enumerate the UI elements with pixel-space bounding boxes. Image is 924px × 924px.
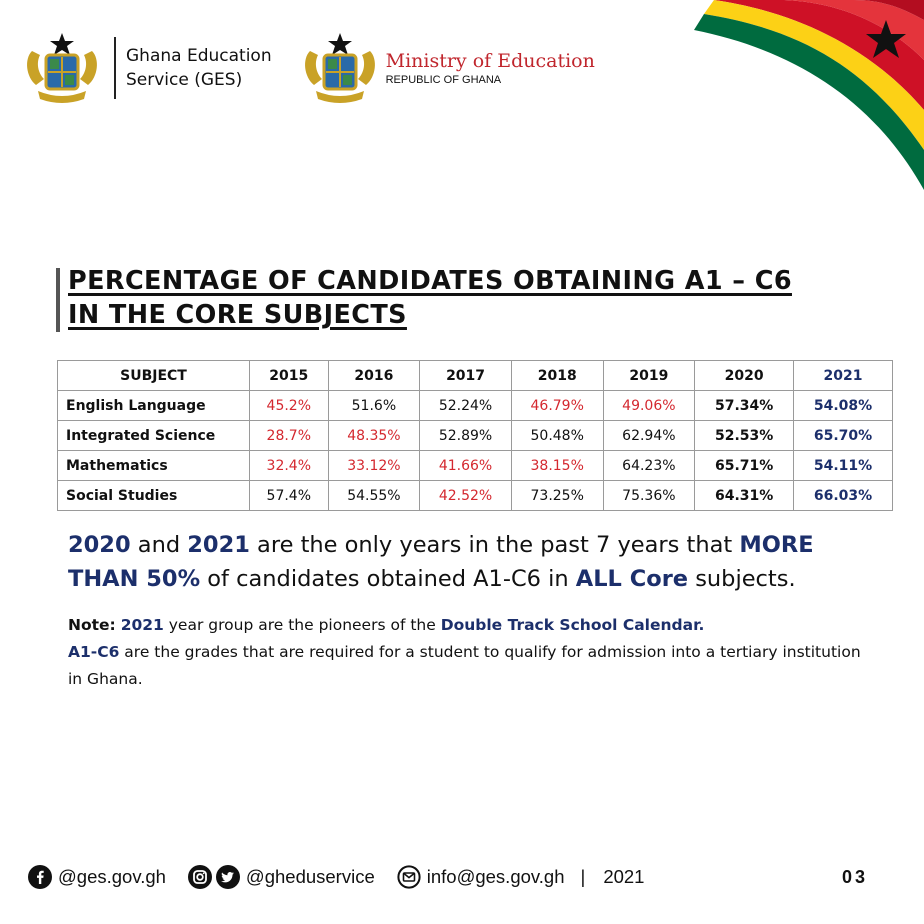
note-text: year group are the pioneers of the <box>163 616 441 634</box>
subject-cell: Integrated Science <box>58 421 250 451</box>
table-row <box>58 391 893 421</box>
twitter-icon <box>216 865 240 889</box>
facebook-handle: @ges.gov.gh <box>58 866 166 887</box>
value-cell: 75.36% <box>603 481 695 511</box>
value-cell: 41.66% <box>420 451 512 481</box>
column-header: SUBJECT <box>58 361 250 391</box>
note-year: 2021 <box>120 616 164 634</box>
value-cell: 64.31% <box>695 481 794 511</box>
page-title <box>56 264 796 332</box>
header-divider <box>114 37 116 99</box>
moe-logo-block <box>300 29 595 107</box>
value-cell: 62.94% <box>603 421 695 451</box>
value-cell: 52.53% <box>695 421 794 451</box>
column-header: 2016 <box>328 361 420 391</box>
value-cell: 32.4% <box>250 451 329 481</box>
value-cell: 66.03% <box>794 481 893 511</box>
title-accent-bar <box>56 268 60 332</box>
statement-text: of candidates obtained A1-C6 in <box>200 566 576 592</box>
value-cell: 42.52% <box>420 481 512 511</box>
statement-year-2021: 2021 <box>187 532 250 558</box>
moe-title: Ministry of Education <box>385 50 595 72</box>
email-address: info@ges.gov.gh <box>426 866 565 887</box>
facebook-link[interactable] <box>28 865 166 889</box>
footer-year: 2021 <box>603 866 645 887</box>
table-row <box>58 451 893 481</box>
note <box>68 612 868 693</box>
moe-subtitle: REPUBLIC OF GHANA <box>385 74 502 86</box>
subject-cell: Social Studies <box>58 481 250 511</box>
statement-text: and <box>130 532 188 558</box>
ghana-coat-of-arms-icon <box>300 29 380 107</box>
value-cell: 50.48% <box>511 421 603 451</box>
column-header: 2017 <box>420 361 512 391</box>
statement-highlight: MORE THAN 50% <box>68 532 814 592</box>
ges-logo-block <box>22 29 272 107</box>
email-icon <box>397 865 421 889</box>
statement-year-2020: 2020 <box>68 532 131 558</box>
page-number: 03 <box>841 867 868 887</box>
value-cell: 51.6% <box>328 391 420 421</box>
table-row <box>58 481 893 511</box>
header <box>22 28 595 108</box>
value-cell: 45.2% <box>250 391 329 421</box>
value-cell: 48.35% <box>328 421 420 451</box>
footer-separator: | <box>580 866 586 887</box>
column-header: 2018 <box>511 361 603 391</box>
value-cell: 57.4% <box>250 481 329 511</box>
value-cell: 49.06% <box>603 391 695 421</box>
note-calendar: Double Track School Calendar. <box>440 616 705 634</box>
subject-cell: English Language <box>58 391 250 421</box>
value-cell: 28.7% <box>250 421 329 451</box>
column-header: 2021 <box>794 361 893 391</box>
ges-name-line2: Service (GES) <box>126 70 243 90</box>
value-cell: 54.11% <box>794 451 893 481</box>
statement-text: subjects. <box>688 566 796 592</box>
value-cell: 52.24% <box>420 391 512 421</box>
value-cell: 73.25% <box>511 481 603 511</box>
table-header-row <box>58 361 893 391</box>
ges-name-line1: Ghana Education <box>126 46 272 66</box>
column-header: 2020 <box>695 361 794 391</box>
value-cell: 38.15% <box>511 451 603 481</box>
value-cell: 52.89% <box>420 421 512 451</box>
column-header: 2019 <box>603 361 695 391</box>
footer <box>28 862 898 892</box>
note-grades: A1-C6 <box>68 643 120 661</box>
note-label: Note: <box>68 616 116 634</box>
note-text: are the grades that are required for a student to qualify for admission into a tertiary institution in Ghana. <box>68 643 861 688</box>
statement-highlight: ALL Core <box>575 566 689 592</box>
statement-text: are the only years in the past 7 years that <box>249 532 740 558</box>
subject-cell: Mathematics <box>58 451 250 481</box>
value-cell: 65.70% <box>794 421 893 451</box>
value-cell: 54.55% <box>328 481 420 511</box>
column-header: 2015 <box>250 361 329 391</box>
value-cell: 46.79% <box>511 391 603 421</box>
social-handle: @gheduservice <box>245 866 375 887</box>
social-link[interactable] <box>188 865 375 889</box>
value-cell: 33.12% <box>328 451 420 481</box>
title-line1: PERCENTAGE OF CANDIDATES OBTAINING A1 – C6 <box>68 266 792 296</box>
email-link[interactable] <box>397 865 565 889</box>
instagram-icon <box>188 865 212 889</box>
value-cell: 65.71% <box>695 451 794 481</box>
value-cell: 57.34% <box>695 391 794 421</box>
table-row <box>58 421 893 451</box>
facebook-icon <box>28 865 52 889</box>
results-table <box>57 360 893 511</box>
ghana-coat-of-arms-icon <box>22 29 102 107</box>
ghana-flag-ribbon <box>694 0 924 200</box>
title-line2: IN THE CORE SUBJECTS <box>68 300 407 330</box>
moe-text <box>386 50 595 86</box>
value-cell: 54.08% <box>794 391 893 421</box>
ges-name <box>126 44 272 92</box>
key-statement <box>68 528 888 596</box>
value-cell: 64.23% <box>603 451 695 481</box>
